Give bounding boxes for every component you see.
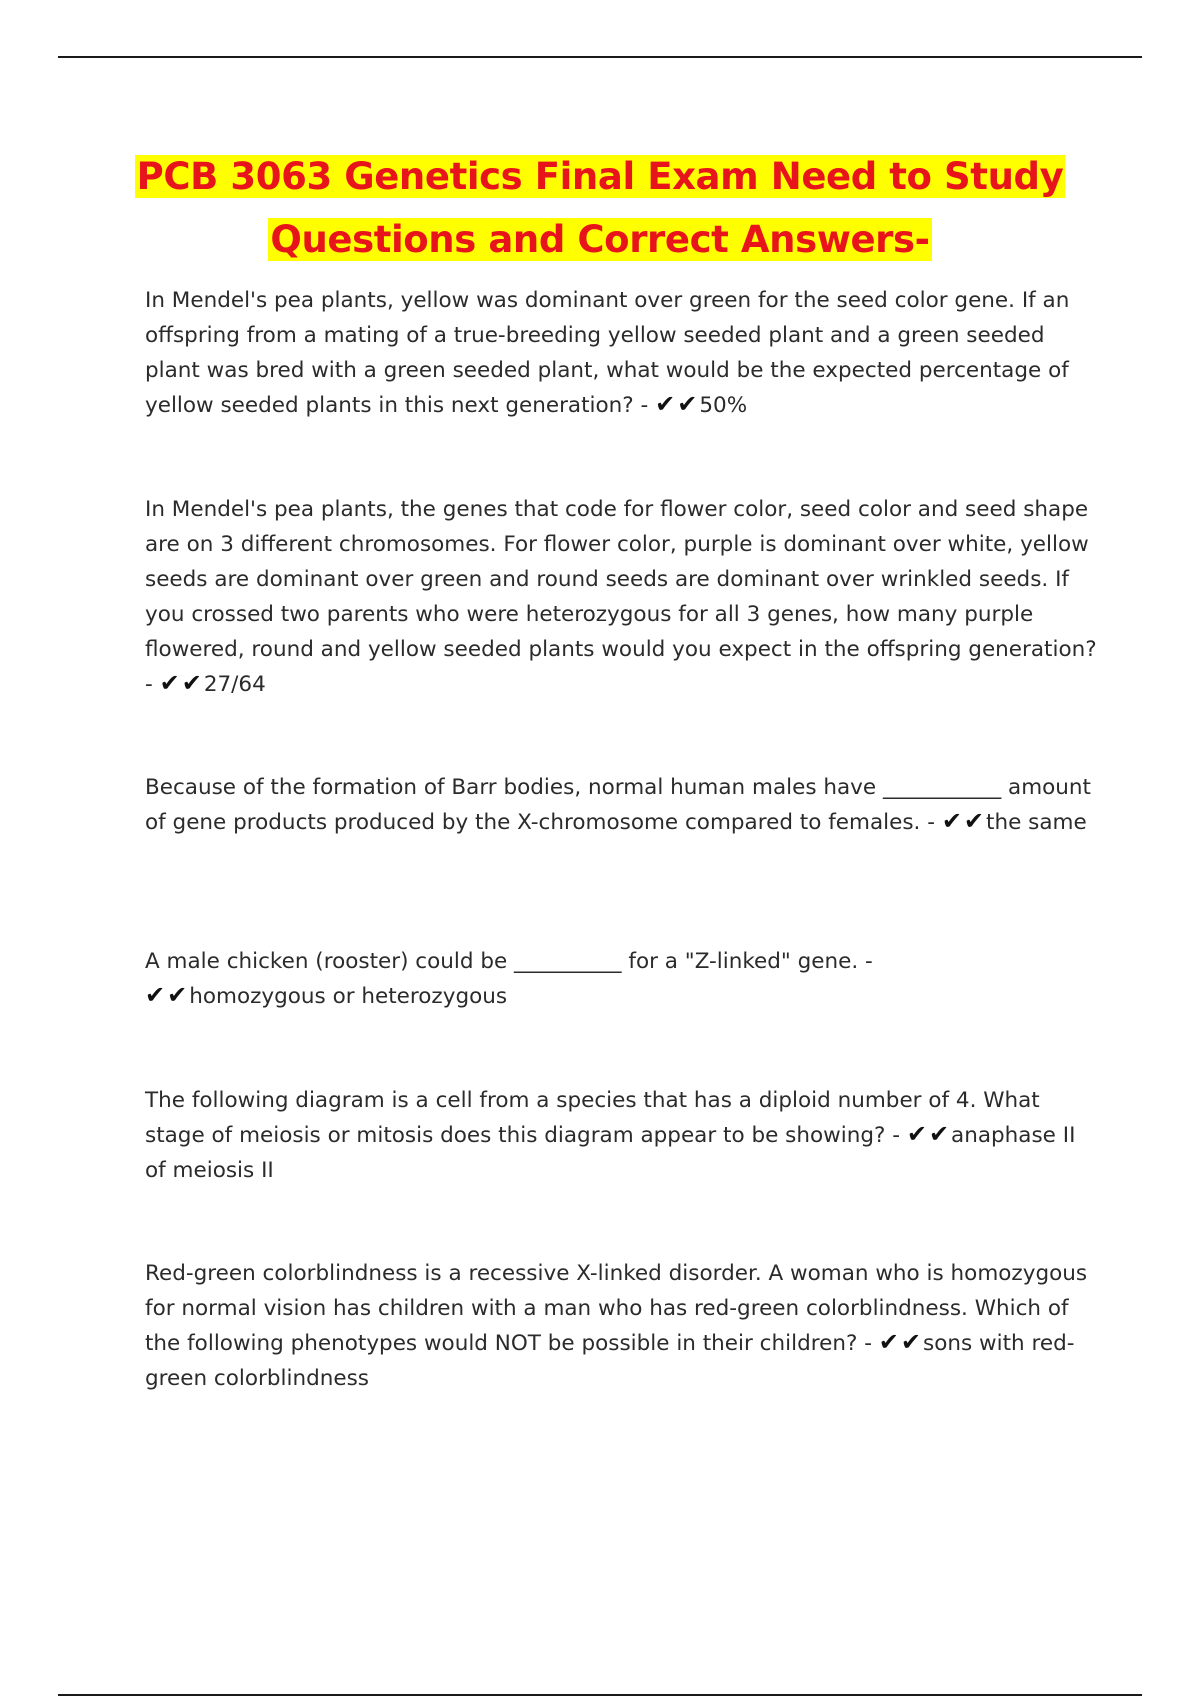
qa-item-5 [145,1083,1100,1188]
answer-text: the same [986,810,1087,835]
page-title [0,145,1200,271]
qa-item-1 [145,283,1100,423]
answer-text: homozygous or heterozygous [189,984,508,1009]
check-icon: ✔ [677,390,698,418]
qa-item-3 [145,770,1100,840]
check-icon: ✔ [928,1120,950,1148]
qa-item-2 [145,492,1100,702]
answer-text: anaphase II of meiosis II [145,1123,1076,1183]
answer-text: 27/64 [203,672,266,697]
question-text: A male chicken (rooster) could be __________ for a "Z-linked" gene. - [145,949,873,974]
title-line-1: PCB 3063 Genetics Final Exam Need to Study [136,155,1064,198]
question-text: Red-green colorblindness is a recessive X-linked disorder. A woman who is homozygous for normal vision has children with a man who has red-green colorblindness. Which of the following phenotypes would NOT be possible in their children? - [145,1261,1088,1356]
check-icon: ✔ [900,1328,922,1356]
question-text: In Mendel's pea plants, the genes that code for flower color, seed color and seed shape are on 3 different chromosomes. For flower color, purple is dominant over white, yellow seeds are dominant over green and round seeds are dominant over wrinkled seeds. If you crossed two parents who were heterozygous for all 3 genes, how many purple flowered, round and yellow seeded plants would you expect in the offspring generation? - [145,497,1097,697]
check-icon: ✔ [941,807,962,835]
check-icon: ✔ [655,390,676,418]
check-icon: ✔ [145,981,166,1009]
question-text: In Mendel's pea plants, yellow was dominant over green for the seed color gene. If an offspring from a mating of a true-breeding yellow seeded plant and a green seeded plant was bred with a green seeded plant, what would be the expected percentage of yellow seeded plants in this next generation? - [145,288,1070,418]
check-icon: ✔ [159,669,180,697]
qa-item-4 [145,944,1100,1014]
title-line-2: Questions and Correct Answers- [270,218,930,261]
question-text: Because of the formation of Barr bodies, normal human males have ___________ amount of gene products produced by the X-chromosome compared to females. - [145,775,1091,835]
qa-item-6 [145,1256,1100,1396]
bottom-divider [58,1694,1142,1696]
check-icon: ✔ [167,981,188,1009]
check-icon: ✔ [906,1120,927,1148]
check-icon: ✔ [181,669,202,697]
check-icon: ✔ [963,807,985,835]
top-divider [58,56,1142,58]
answer-text: sons with red-green colorblindness [145,1331,1075,1391]
answer-text: 50% [699,393,748,418]
check-icon: ✔ [878,1328,899,1356]
question-text: The following diagram is a cell from a species that has a diploid number of 4. What stage of meiosis or mitosis does this diagram appear to be showing? - [145,1088,1040,1148]
